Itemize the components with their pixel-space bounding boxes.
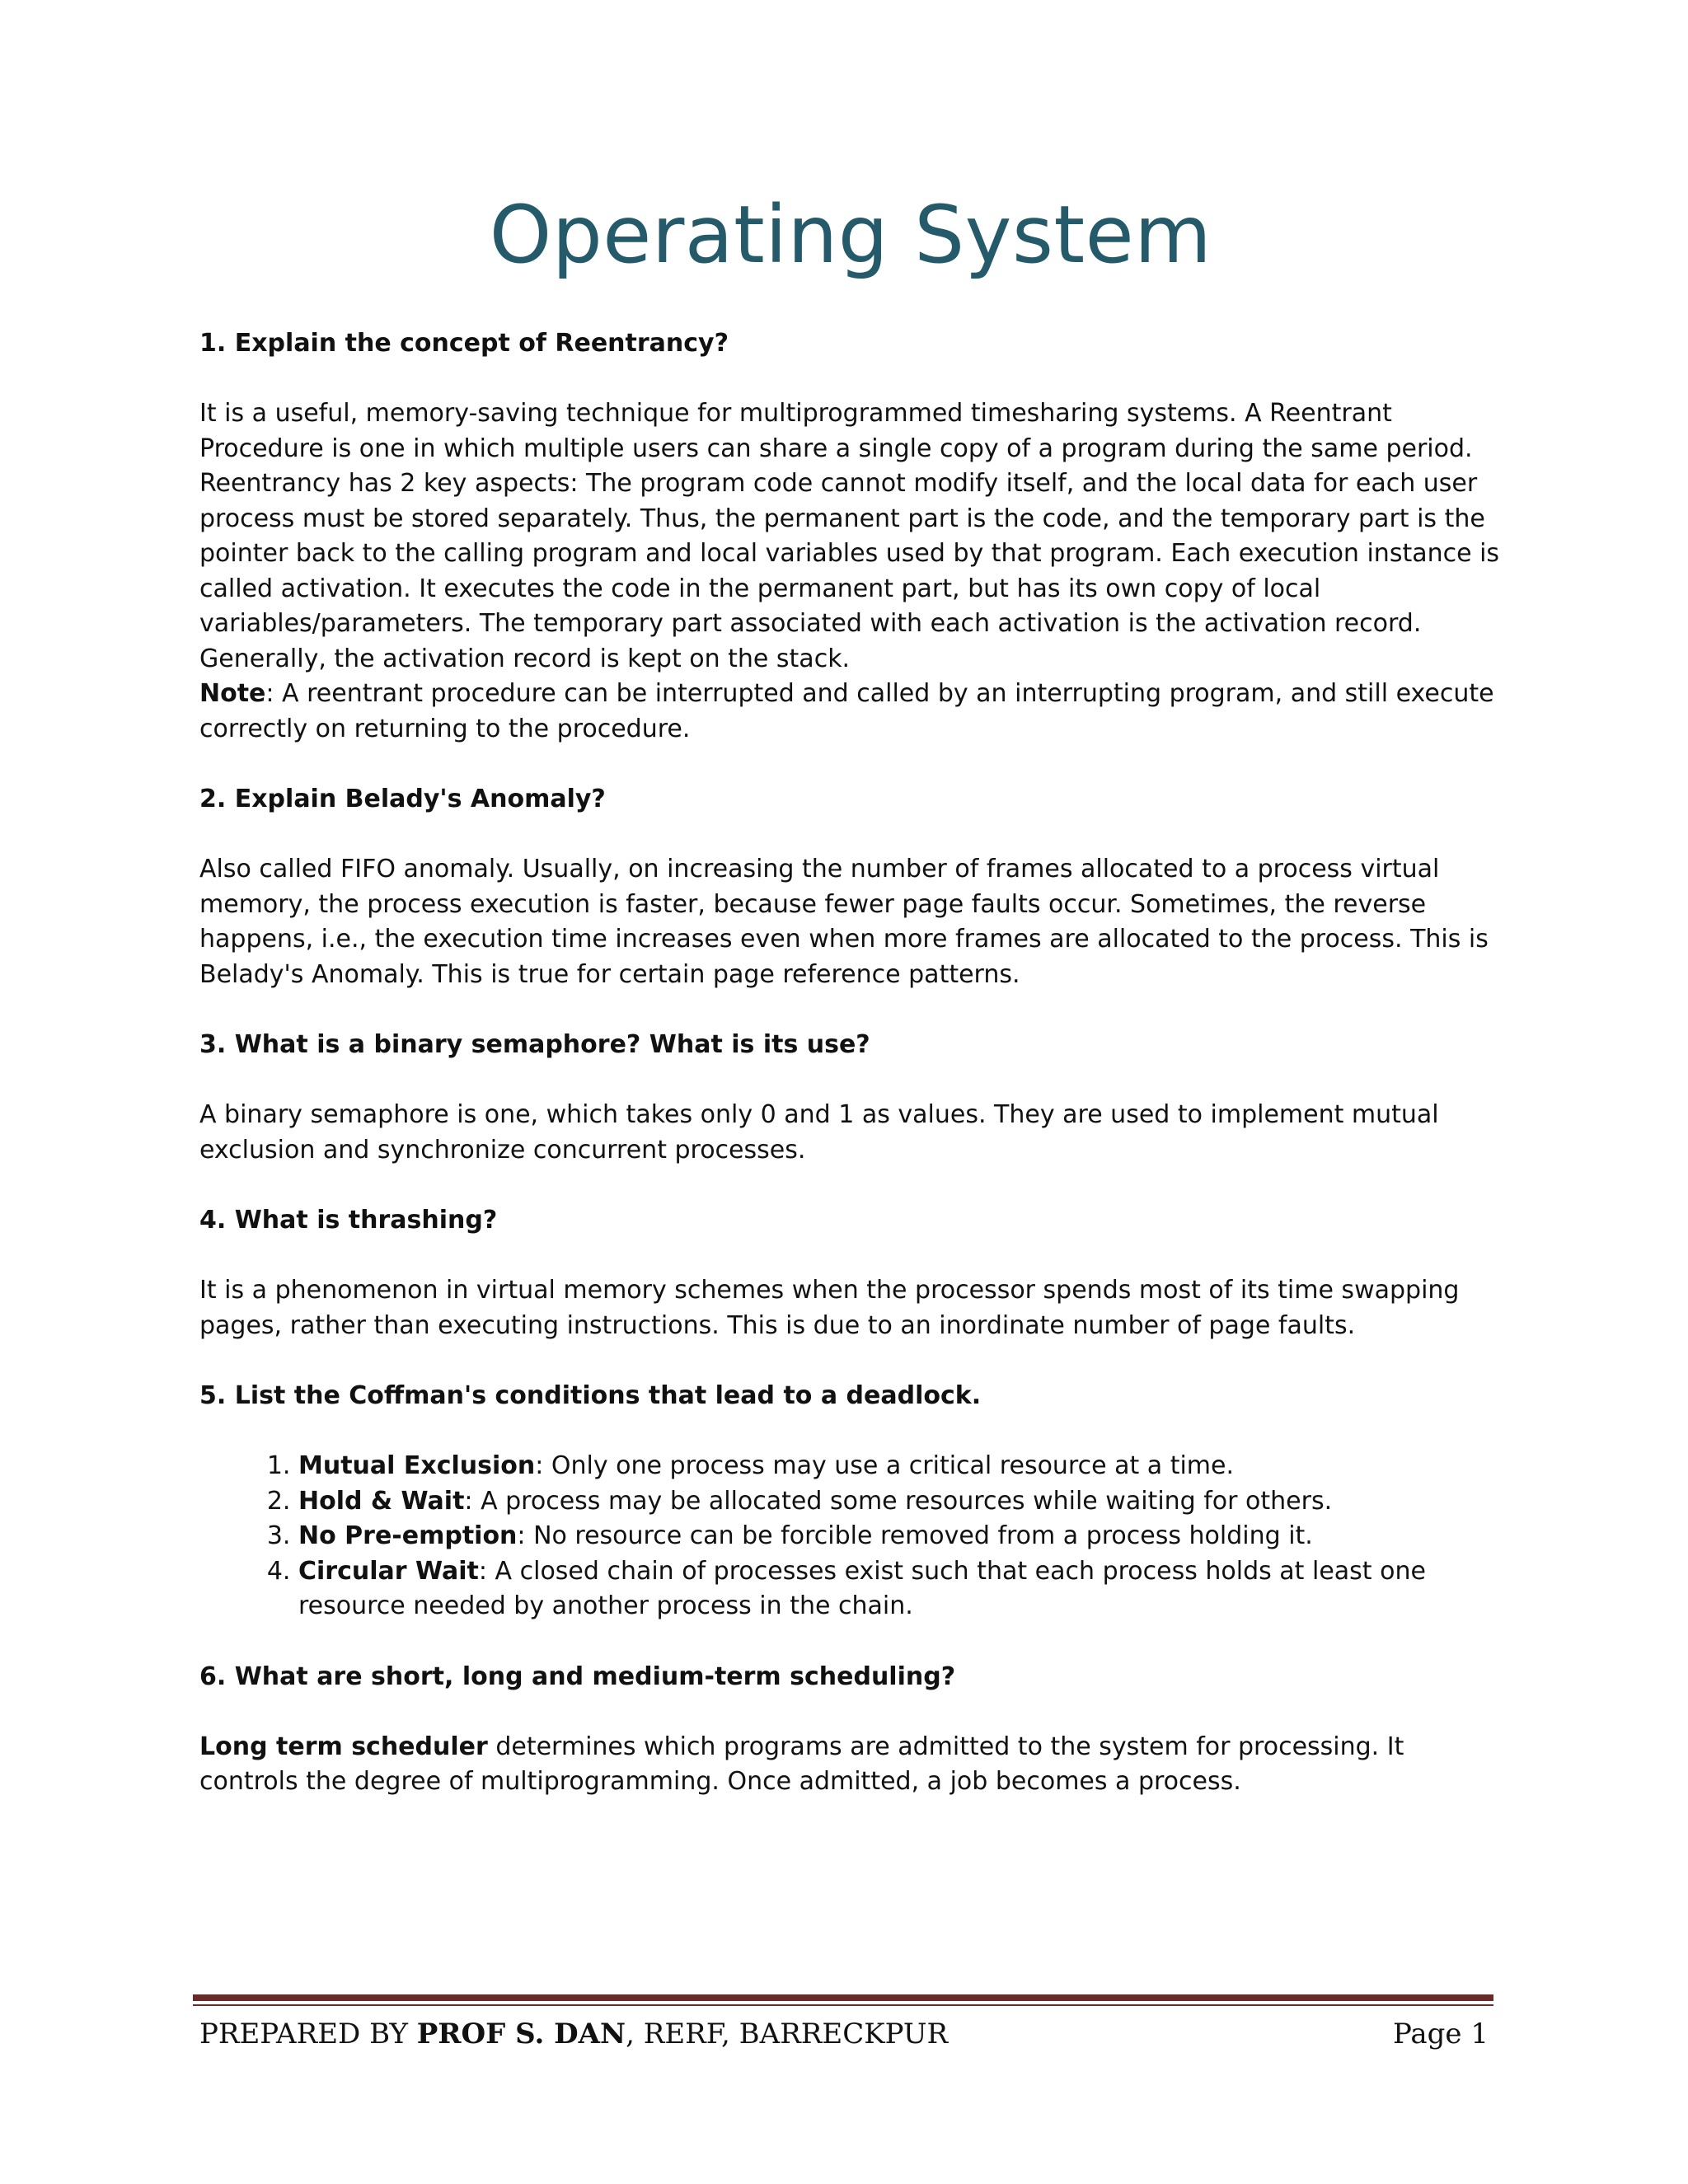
- document-title: Operating System: [489, 189, 1212, 281]
- question-3-heading: 3. What is a binary semaphore? What is its use?: [199, 1030, 870, 1060]
- question-5-heading: 5. List the Coffman's conditions that lead to a deadlock.: [199, 1381, 982, 1411]
- answer-6-body: [199, 1730, 1502, 1800]
- page-footer: [193, 1994, 1493, 2050]
- question-1-heading: 1. Explain the concept of Reentrancy?: [199, 329, 729, 359]
- question-2-heading: 2. Explain Belady's Anomaly?: [199, 785, 606, 814]
- coffman-conditions-list: [199, 1449, 1502, 1624]
- condition-term: No Pre-emption: [298, 1521, 518, 1551]
- footer-divider-thin: [193, 2004, 1493, 2006]
- condition-text: : No resource can be forcible removed from a process holding it.: [517, 1521, 1313, 1551]
- list-item: [298, 1519, 1502, 1554]
- condition-term: Circular Wait: [298, 1556, 479, 1586]
- footer-author: PROF S. DAN: [416, 2018, 626, 2050]
- page-number: Page 1: [1393, 2018, 1489, 2050]
- condition-term: Hold & Wait: [298, 1486, 465, 1516]
- condition-text: : A closed chain of processes exist such that each process holds at least one resource needed by another process in the chain.: [298, 1556, 1426, 1621]
- condition-text: : A process may be allocated some resources while waiting for others.: [464, 1486, 1333, 1516]
- note-text: : A reentrant procedure can be interrupted and called by an interrupting program, and still execute correctly on returning to the procedure.: [199, 679, 1494, 743]
- answer-2-body: Also called FIFO anomaly. Usually, on increasing the number of frames allocated to a process virtual memory, the process execution is faster, because fewer page faults occur. Sometimes, the reverse happens, i.e., the execution time increases even when more frames are allocated to the process. This is Belady's Anomaly. This is true for certain page reference patterns.: [199, 855, 1489, 989]
- footer-prefix: PREPARED BY: [199, 2018, 417, 2050]
- footer-row: [193, 2018, 1493, 2050]
- footer-divider: [193, 1994, 1493, 2001]
- lead-text: determines which programs are admitted to the system for processing. It controls the degree of multiprogramming. Once admitted, a job becomes a process.: [199, 1732, 1404, 1797]
- lead-term: Long term scheduler: [199, 1732, 488, 1761]
- condition-term: Mutual Exclusion: [298, 1451, 536, 1481]
- answer-3-body: A binary semaphore is one, which takes only 0 and 1 as values. They are used to implement mutual exclusion and synchronize concurrent processes.: [199, 1100, 1439, 1165]
- list-item: [298, 1449, 1502, 1484]
- note-label: Note: [199, 679, 266, 709]
- footer-credit: [199, 2018, 948, 2050]
- question-4-heading: 4. What is thrashing?: [199, 1206, 498, 1235]
- document-body: [199, 190, 1502, 1835]
- footer-suffix: , RERF, BARRECKPUR: [626, 2018, 949, 2050]
- answer-1-body: It is a useful, memory-saving technique for multiprogrammed timesharing systems. A Reentrant Procedure is one in which multiple users can share a single copy of a program during the same period. Reentrancy has 2 key aspects: The program code cannot modify itself, and the local data for each user process must be stored separately. Thus, the permanent part is the code, and the temporary part is the pointer back to the calling program and local variables used by that program. Each execution instance is called activation. It executes the code in the permanent part, but has its own copy of local variables/parameters. The temporary part associated with each activation is the activation record. Generally, the activation record is kept on the stack.: [199, 399, 1500, 673]
- condition-text: : Only one process may use a critical resource at a time.: [535, 1451, 1235, 1481]
- question-6-heading: 6. What are short, long and medium-term scheduling?: [199, 1661, 956, 1691]
- answer-1-note: [199, 677, 1502, 747]
- list-item: [298, 1484, 1502, 1520]
- list-item: [298, 1554, 1502, 1624]
- answer-4-body: It is a phenomenon in virtual memory schemes when the processor spends most of its time swapping pages, rather than executing instructions. This is due to an inordinate number of page faults.: [199, 1276, 1460, 1340]
